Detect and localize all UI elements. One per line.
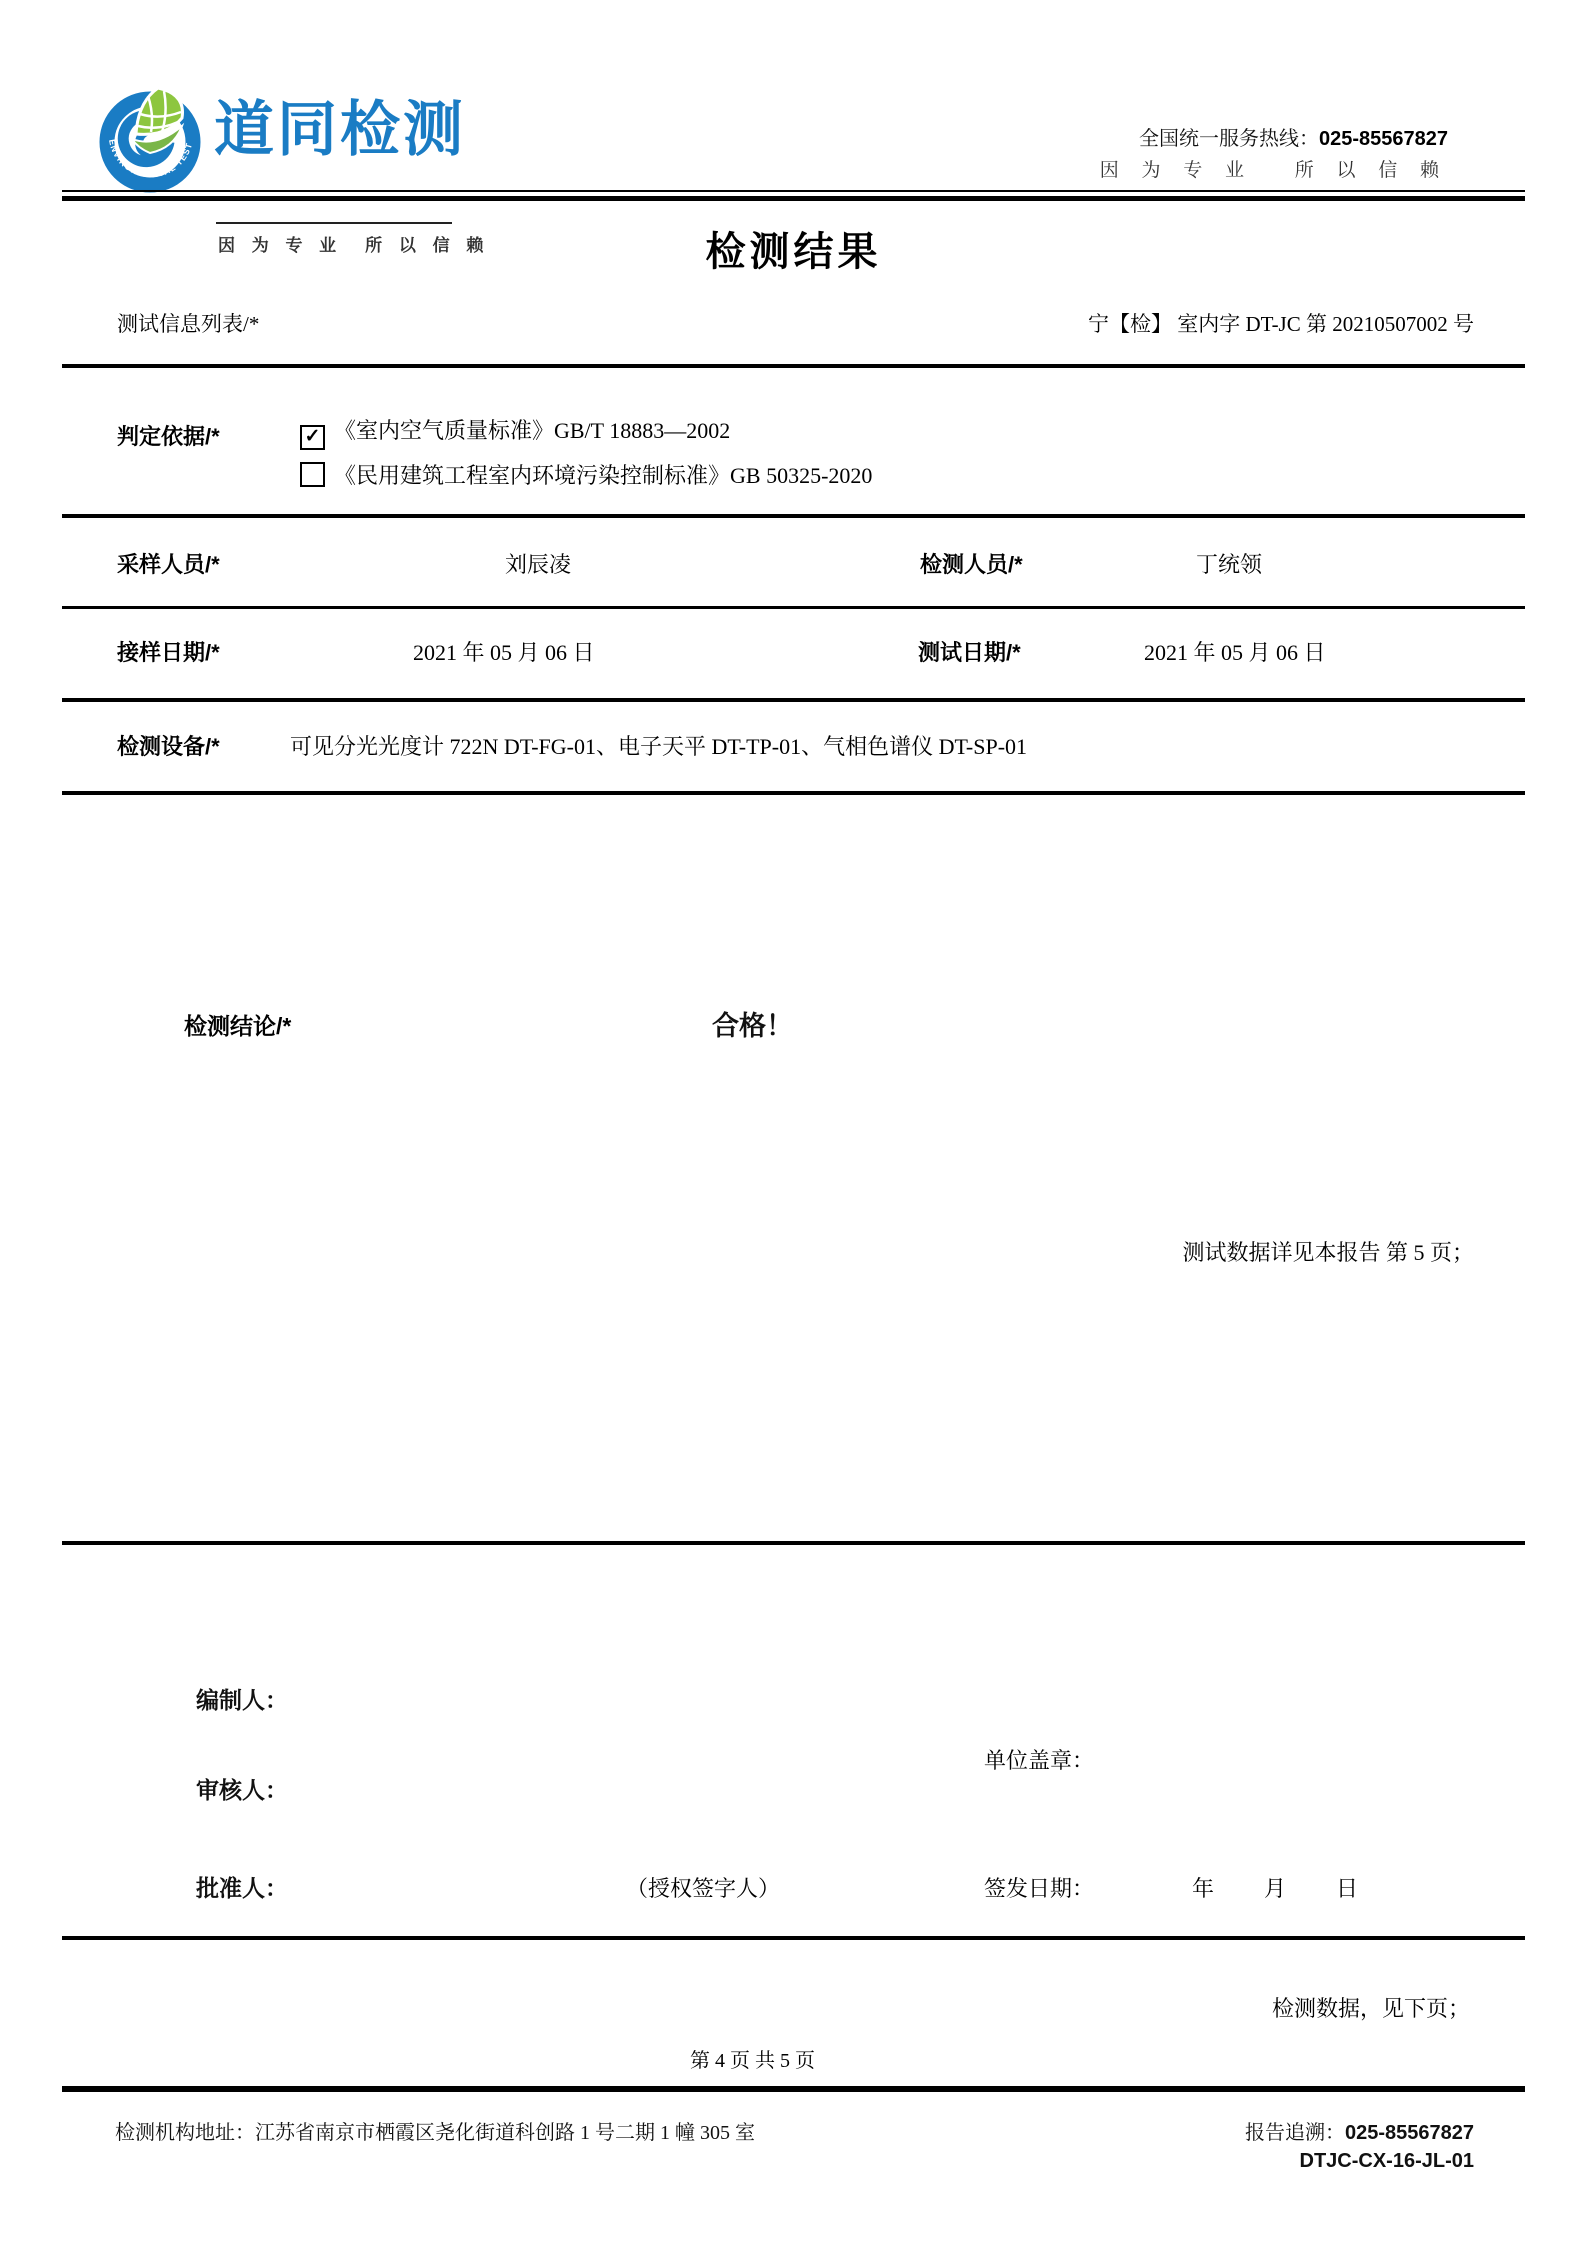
page-indicator: 第 4 页 共 5 页 [690,2050,815,2072]
test-date-label: 测试日期/* [918,640,1021,665]
agency-address [115,2116,755,2145]
doc-number: 宁【检】 室内字 DT-JC 第 20210507002 号 [1088,312,1474,336]
address-value: 江苏省南京市栖霞区尧化街道科创路 1 号二期 1 幢 305 室 [255,2122,755,2144]
conclusion-label: 检测结论/* [184,1013,292,1039]
rule-2 [62,514,1525,518]
next-page-note: 检测数据，见下页； [1271,1996,1470,2021]
checkbox-unchecked-icon [300,462,325,487]
approver-label: 批准人： [196,1875,288,1901]
report-trace [1245,2116,1474,2145]
equipment-label: 检测设备/* [117,734,220,759]
checkbox-checked-icon: ✓ [300,425,325,450]
basis-item-1 [300,414,730,450]
company-name: 道同检测 [214,96,466,163]
header-slogan: 因 为 专 业 所 以 信 赖 [1099,160,1448,181]
tester-label: 检测人员/* [920,552,1023,577]
basis-item-1-text: 《室内空气质量标准》GB/T 18883—2002 [334,418,731,443]
basis-item-2 [300,459,872,490]
hotline-number: 025-85567827 [1318,128,1448,150]
issue-date-label: 签发日期： [984,1876,1095,1901]
doc-code: DTJC-CX-16-JL-01 [1299,2150,1474,2172]
company-tagline: 因 为 专 业 所 以 信 赖 [218,236,490,255]
authorized-signer-label: （授权签字人） [626,1876,781,1901]
rule-6 [62,1541,1525,1545]
preparer-label: 编制人： [196,1687,288,1713]
receive-date-value: 2021 年 05 月 06 日 [413,640,595,665]
trace-label: 报告追溯： [1244,2122,1345,2144]
company-logo-icon [96,84,206,196]
address-label: 检测机构地址： [115,2122,255,2144]
tester-value: 丁统领 [1196,552,1263,577]
rule-5 [62,791,1525,795]
basis-item-2-text: 《民用建筑工程室内环境污染控制标准》GB 50325-2020 [334,463,873,488]
test-date-value: 2021 年 05 月 06 日 [1144,640,1326,665]
doc-info-left: 测试信息列表/* [117,312,260,336]
sampler-label: 采样人员/* [117,552,220,577]
page-title: 检测结果 [705,230,882,274]
conclusion-note: 测试数据详见本报告 第 5 页； [1182,1240,1474,1265]
hotline-label: 全国统一服务热线： [1138,128,1319,150]
header-rule-thick [62,196,1525,201]
month-label: 月 [1264,1876,1287,1901]
sampler-value: 刘辰凌 [505,552,572,577]
rule-7 [62,1936,1525,1940]
header-rule-thin [62,190,1525,192]
issue-date-blanks [1192,1872,1358,1903]
rule-1 [62,364,1525,368]
service-hotline [1139,122,1448,151]
equipment-value: 可见分光光度计 722N DT-FG-01、电子天平 DT-TP-01、气相色谱仪 DT-SP-01 [290,734,1028,759]
reviewer-label: 审核人： [196,1777,288,1803]
emblem-text: ENVIRONMENTAL TEST [107,138,195,180]
rule-3 [62,606,1525,609]
day-label: 日 [1336,1876,1359,1901]
year-label: 年 [1192,1876,1215,1901]
receive-date-label: 接样日期/* [117,640,220,665]
basis-label: 判定依据/* [117,424,220,449]
conclusion-value: 合格！ [712,1011,793,1041]
footer-rule [62,2086,1525,2092]
trace-number: 025-85567827 [1344,2122,1474,2144]
rule-4 [62,698,1525,702]
company-seal-label: 单位盖章： [984,1748,1095,1773]
